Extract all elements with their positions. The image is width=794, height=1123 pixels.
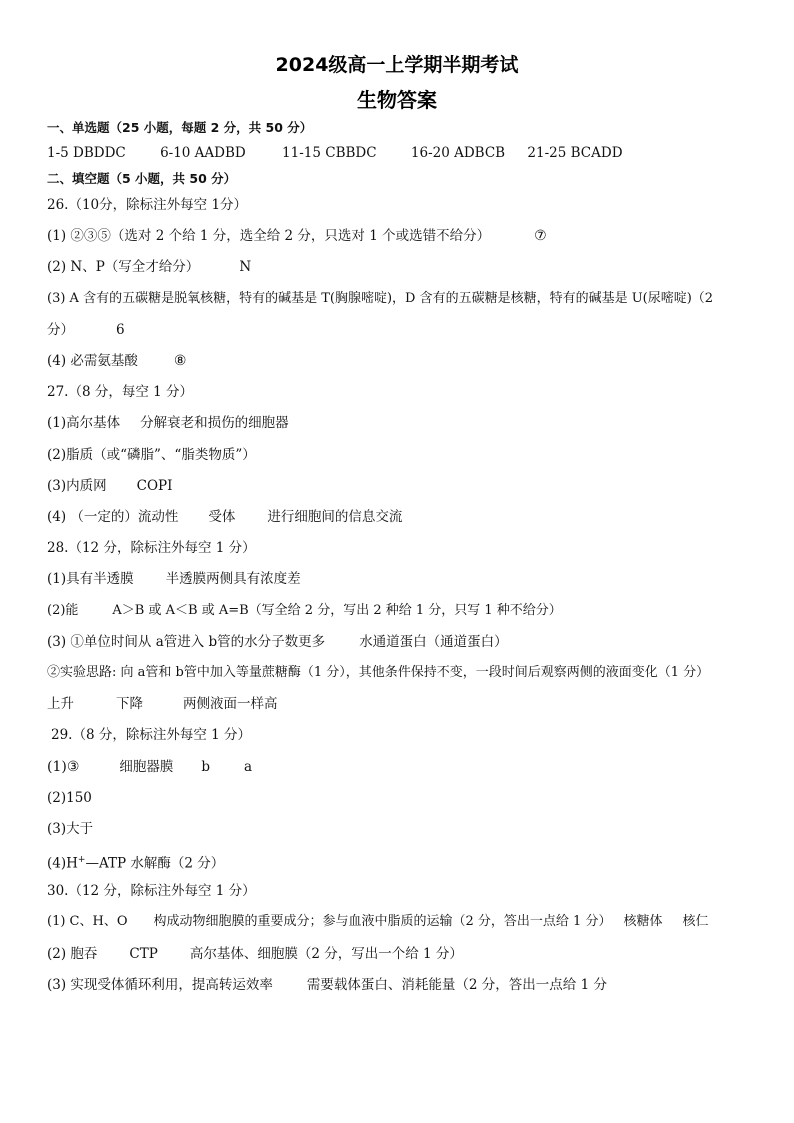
q29-p4-a: (4)H (47, 855, 78, 872)
q27-part-2: (2)脂质（或“磷脂”、“脂类物质”） (47, 447, 256, 463)
q28-p5-c: 两侧液面一样高 (183, 696, 278, 712)
q26-part-3-cont (47, 321, 125, 339)
q27-p3-a: (3)内质网 (47, 478, 107, 494)
section-heading-single-choice: 一、单选题（25 小题，每题 2 分，共 50 分） (47, 120, 313, 135)
q28-part-4: ②实验思路: 向 a管和 b管中加入等量蔗糖酶（1 分），其他条件保持不变，一段时间后观察两侧的液面变化（1 分） (47, 665, 710, 680)
q29-p4-b: —ATP 水解酶（2 分） (85, 855, 225, 872)
section-heading-fill-blank: 二、填空题（5 小题，共 50 分） (47, 171, 237, 186)
page-subtitle: 生物答案 (357, 88, 437, 112)
q30-p2-a: (2) 胞吞 (47, 946, 98, 962)
q26-p1-answer: ⑦ (534, 228, 547, 244)
q30-part-1 (47, 913, 708, 931)
q28-p2-a: (2)能 (47, 603, 79, 618)
q27-p4-b: 受体 (208, 509, 236, 525)
q27-p4-a: (4) （一定的）流动性 (47, 509, 179, 525)
q30-part-3 (47, 976, 607, 994)
answer-group-1: 1-5 DBDDC (47, 145, 126, 161)
q30-p2-c: 高尔基体、细胞膜（2 分，写出一个给 1 分） (189, 946, 463, 962)
q28-p3-a: (3) ①单位时间从 a管进入 b管的水分子数更多 (47, 634, 326, 650)
q28-p1-b: 半透膜两侧具有浓度差 (165, 571, 301, 587)
q30-p2-b: CTP (129, 946, 158, 962)
q28-part-3 (47, 633, 508, 651)
answer-row-single-choice (47, 144, 623, 162)
q28-p2-b: A＞B 或 A＜B 或 A=B（写全给 2 分，写出 2 种给 1 分，只写 1 种不给分） (112, 603, 562, 618)
q30-p1-a: (1) C、H、O (47, 914, 128, 929)
q26-p4-answer: ⑧ (173, 353, 187, 369)
answer-group-2: 6-10 AADBD (160, 145, 246, 161)
q26-p2-answer: N (239, 259, 252, 275)
q26-p1-text: (1) ②③⑤（选对 2 个给 1 分，选全给 2 分，只选对 1 个或选错不给分） (47, 228, 491, 244)
q27-part-1 (47, 414, 289, 432)
q26-part-4 (47, 352, 186, 370)
q30-p1-b: 构成动物细胞膜的重要成分；参与血液中脂质的运输（2 分，答出一点给 1 分） (153, 914, 612, 929)
answer-group-5: 21-25 BCADD (527, 145, 623, 161)
q28-part-2 (47, 602, 562, 620)
q30-part-2 (47, 945, 463, 963)
q28-part-1 (47, 570, 301, 588)
q29-part-2: (2)150 (47, 790, 92, 806)
q26-part-3: (3) A 含有的五碳糖是脱氧核糖，特有的碱基是 T(胸腺嘧啶)，D 含有的五碳糖是核糖，特有的碱基是 U(尿嘧啶)（2 (47, 291, 714, 306)
q28-p3-b: 水通道蛋白（通道蛋白） (359, 634, 508, 650)
q29-p1-d: a (244, 759, 253, 775)
question-26-heading: 26.（10分，除标注外每空 1分） (47, 197, 248, 213)
q29-part-3: (3)大于 (47, 821, 94, 837)
q30-p1-c: 核糖体 (623, 914, 663, 929)
q26-p3-score: 分） (47, 322, 74, 338)
q26-p4-text: (4) 必需氨基酸 (47, 353, 138, 369)
answer-group-3: 11-15 CBBDC (282, 145, 377, 161)
q27-part-4 (47, 508, 402, 526)
q30-p3-a: (3) 实现受体循环利用，提高转运效率 (47, 977, 273, 993)
q29-p1-b: 细胞器膜 (119, 759, 174, 775)
q27-p3-b: COPI (136, 478, 173, 494)
q26-part-1 (47, 227, 547, 245)
q29-part-4 (47, 851, 224, 873)
q28-part-5 (47, 695, 278, 713)
q27-p1-b: 分解衰老和损伤的细胞器 (140, 415, 289, 431)
q26-p2-text: (2) N、P（写全才给分） (47, 259, 200, 275)
q27-p4-c: 进行细胞间的信息交流 (267, 509, 403, 525)
q30-p3-b: 需要载体蛋白、消耗能量（2 分，答出一点给 1 分 (306, 977, 607, 993)
q29-p1-c: b (201, 759, 211, 775)
q28-p1-a: (1)具有半透膜 (47, 571, 134, 587)
question-28-heading: 28.（12 分，除标注外每空 1 分） (47, 540, 256, 556)
q28-p5-a: 上升 (47, 696, 74, 712)
q26-p3-answer: 6 (116, 322, 125, 338)
q26-part-2 (47, 258, 251, 276)
answer-group-4: 16-20 ADBCB (410, 145, 506, 161)
q29-part-1 (47, 758, 252, 776)
question-30-heading: 30.（12 分，除标注外每空 1 分） (47, 883, 256, 899)
q27-p1-a: (1)高尔基体 (47, 415, 121, 431)
question-27-heading: 27.（8 分，每空 1 分） (47, 384, 194, 400)
q29-p1-a: (1)③ (47, 759, 80, 775)
q28-p5-b: 下降 (116, 696, 143, 712)
q27-part-3 (47, 477, 172, 495)
question-29-heading: 29.（8 分，除标注外每空 1 分） (51, 727, 252, 743)
q29-p4-sup: + (77, 855, 86, 865)
page-title: 2024级高一上学期半期考试 (275, 54, 519, 76)
q30-p1-d: 核仁 (682, 914, 709, 929)
